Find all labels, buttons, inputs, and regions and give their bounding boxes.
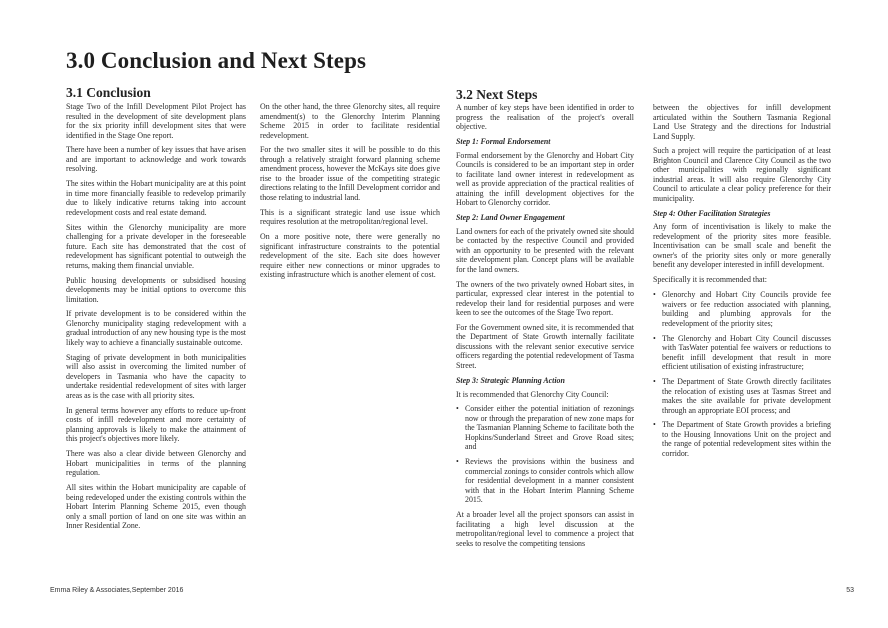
paragraph: All sites within the Hobart municipality are capable of being redeveloped under the existing controls within the Hobart Interim Planning Scheme 2015, even though only a small portion of land on one site was within an Inner Residential Zone. [66,483,246,531]
step-3-list [456,404,634,504]
step-2-heading: Step 2: Land Owner Engagement [456,212,565,222]
list-item: • The Department of State Growth directly facilitates the relocation of existing uses at Tasmas Street and makes the site available for private development through an appropriate EOI process; and [653,377,831,415]
list-item: • Glenorchy and Hobart City Councils provide fee waivers or fee reduction associated with planning, building and plumbing approvals for the redevelopment of the priority sites; [653,290,831,328]
paragraph: between the objectives for infill development articulated within the Southern Tasmania Regional Land Use Strategy and the directions for Industrial Land Supply. [653,103,831,141]
conclusion-column-1 [66,102,246,536]
paragraph: At a broader level all the project sponsors can assist in facilitating a high level discussion at the metropolitan/regional level to commence a project that seeks to resolve the competiting tensions [456,510,634,548]
paragraph: There was also a clear divide between Glenorchy and Hobart municipalities in terms of the planning regulation. [66,449,246,478]
list-item: • The Glenorchy and Hobart City Council discusses with TasWater potential fee waivers or reductions to benefit infill development that result in more efficient utilisation of existing infrastructure; [653,334,831,372]
paragraph: Specifically it is recommended that: [653,275,767,285]
paragraph: Formal endorsement by the Glenorchy and Hobart City Councils is considered to be an important step in order to facilitate land owner interest in redevelopment as well as provide appreciation of the practical realities of attaining the infill development objectives for the Hobart to Glenorchy corridor. [456,150,634,208]
paragraph: On the other hand, the three Glenorchy sites, all require amendment(s) to the Glenorchy Interim Planning Scheme 2015 in order to facilitate residential redevelopment. [260,102,440,140]
step-4-heading: Step 4: Other Facilitation Strategies [653,208,771,218]
conclusion-heading: 3.1 Conclusion [66,85,151,100]
paragraph: There have been a number of key issues that have arisen and are important to acknowledge and work towards resolving. [66,145,246,174]
list-item: • The Department of State Growth provides a briefing to the Housing Innovations Unit on the project and the range of potential redevelopment sites within the corridor. [653,420,831,458]
list-item: • Reviews the provisions within the business and commercial zonings to consider controls which allow for residential development in a manner consistent with that in the Hobart Interim Planning Scheme 2015. [456,457,634,505]
page-number: 53 [846,587,854,594]
footer-credit: Emma Riley & Associates,September 2016 [50,587,184,594]
paragraph: For the two smaller sites it will be possible to do this through a relatively straight forward planning scheme amendment process, however the McKays site does give rise to the broader issue of the competiting strategic directions relating to the Infill Development corridor and those relating to industrial land. [260,145,440,202]
paragraph: On a more positive note, there were generally no significant infrastructure constraints to the potential redevelopment of the site. Each site does however require either new connections or minor upgrades to existing infrastructure which is another element of cost. [260,232,440,280]
page-title: 3.0 Conclusion and Next Steps [66,48,367,73]
paragraph: In general terms however any efforts to reduce up-front costs of infill redevelopment and more certainty of planning approvals is likely to make the attainment of this project's objectives more likely. [66,405,246,444]
paragraph: Stage Two of the Infill Development Pilot Project has resulted in the development of site development plans for the six priority infill development sites that were identified in the Stage One report. [66,102,246,140]
step-3-heading: Step 3: Strategic Planning Action [456,375,565,385]
paragraph: A number of key steps have been identified in order to progress the realisation of the project's overall objective. [456,103,634,131]
paragraph: This is a significant strategic land use issue which requires resolution at the metropolitan/regional level. [260,207,440,227]
step-1-heading: Step 1: Formal Endorsement [456,136,551,146]
next-steps-column-2 [653,103,831,464]
paragraph: The owners of the two privately owned Hobart sites, in particular, expressed clear interest in the potential to redevelop their land for residential purposes and were keen to see the outcomes of the Stage Two report. [456,279,634,318]
paragraph: If private development is to be considered within the Glenorchy municipality staging redevelopment with a gradual introduction of any new housing type is the most likely way to achieve a financially sustainable outcome. [66,309,246,347]
paragraph: For the Government owned site, it is recommended that the Department of State Growth internally facilitate discussions with the relevant senior executive service officers regarding the potential redevelopment of Tasma Street. [456,322,634,370]
step-4-list [653,290,831,458]
paragraph: Staging of private development in both municipalities will also assist in overcoming the limited number of developers in Tasmania who have the capacity to undertake residential redevelopment of sites with larger areas as is the case with all priority sites. [66,352,246,400]
paragraph: It is recommended that Glenorchy City Council: [456,389,609,399]
paragraph: Any form of incentivisation is likely to make the redevelopment of the priority sites more feasible. Incentivisation can be small scale and benefit the owner's of the priority sites only or more generally benefit any developer interested in infill development. [653,222,831,270]
paragraph: Land owners for each of the privately owned site should be contacted by the respective Council and provided with an opportunity to be presented with the relevant site development plan. Concept plans will be available for the land owners. [456,226,634,274]
list-item: • Consider either the potential initiation of rezonings now or through the preparation of new zone maps for the Tasmanian Planning Scheme to facilitate both the Hopkins/Sunderland Street and Grove Road sites; and [456,404,634,452]
paragraph: Public housing developments or subsidised housing developments may be initial options to overcome this limitation. [66,275,246,304]
paragraph: The sites within the Hobart municipality are at this point in time more financially feasible to redevelop primarily due to likely indicative returns taking into account redevelopment costs and real estate demand. [66,179,246,217]
next-steps-column-1 [456,103,634,554]
next-steps-heading: 3.2 Next Steps [456,87,538,102]
conclusion-column-2 [260,102,440,285]
paragraph: Such a project will require the participation of at least Brighton Council and Clarence City Council as the two other municipalities with regionally significant industrial areas. It will also require Glenorchy City Council to articulate a clear policy preference for their municipality. [653,146,831,203]
paragraph: Sites within the Glenorchy municipality are more challenging for a private developer in the foreseeable future. Each site has demonstrated that the cost of redevelopment has significant potential to outweigh the returns, making them financial unviable. [66,222,246,270]
